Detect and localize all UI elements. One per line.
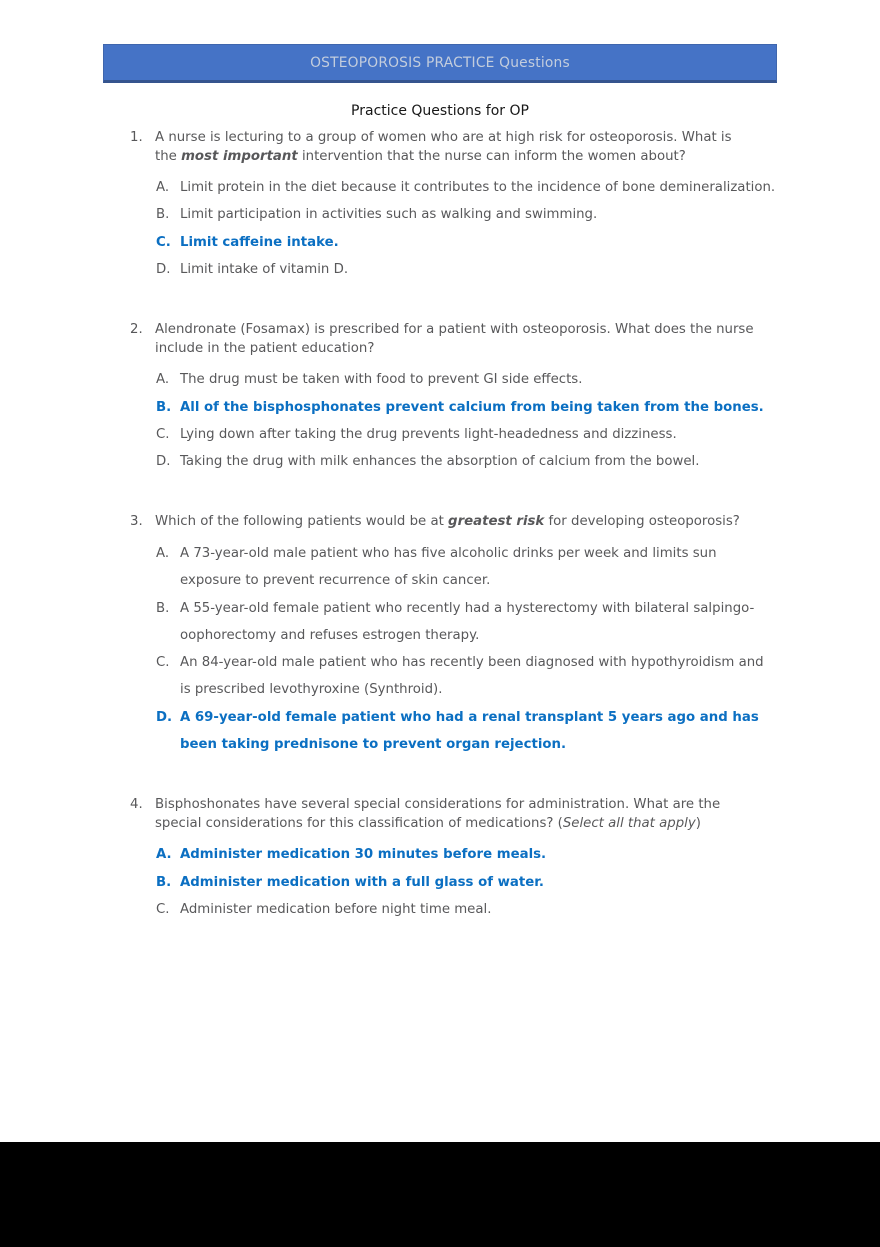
question-number: 2. <box>130 322 143 338</box>
option-item <box>156 595 778 650</box>
question-item <box>0 321 880 475</box>
option-text: The drug must be taken with food to prevent GI side effects. <box>180 372 583 388</box>
option-text: Lying down after taking the drug prevents light-headedness and dizziness. <box>180 426 677 442</box>
option-text: An 84-year-old male patient who has recently been diagnosed with hypothyroidism and is prescribed levothyroxine (Synthroid). <box>180 655 764 698</box>
option-item <box>156 649 778 704</box>
question-number: 1. <box>130 130 143 145</box>
options-list <box>0 540 880 758</box>
bottom-black-bar <box>0 1142 880 1247</box>
option-item <box>156 869 778 896</box>
option-text: Limit caffeine intake. <box>180 234 339 250</box>
question-text <box>155 129 755 166</box>
option-item <box>156 421 778 448</box>
option-text: Limit intake of vitamin D. <box>180 261 349 277</box>
option-item <box>156 540 778 595</box>
option-text: Administer medication with a full glass of water. <box>180 874 544 890</box>
page-title: Practice Questions for OP <box>351 103 529 119</box>
question-number: 4. <box>130 797 143 813</box>
option-letter: C. <box>156 426 170 442</box>
option-text: Administer medication before night time meal. <box>180 901 492 917</box>
question-item <box>0 513 880 758</box>
options-list <box>0 174 880 283</box>
option-letter: C. <box>156 901 170 917</box>
option-text: Taking the drug with milk enhances the absorption of calcium from the bowel. <box>180 454 700 470</box>
question-head <box>130 321 755 358</box>
option-letter: B. <box>156 600 170 616</box>
question-text-segment: most important <box>181 148 298 164</box>
option-item <box>156 229 778 256</box>
option-letter: D. <box>156 454 171 470</box>
option-item <box>156 448 778 475</box>
option-text: Limit participation in activities such as walking and swimming. <box>180 207 598 223</box>
question-text <box>155 321 755 358</box>
option-text: All of the bisphosphonates prevent calcium from being taken from the bones. <box>180 399 764 415</box>
option-letter: A. <box>156 847 172 863</box>
option-letter: C. <box>156 234 171 250</box>
option-letter: B. <box>156 399 172 415</box>
option-text: Limit protein in the diet because it contributes to the incidence of bone demineralization. <box>180 180 776 196</box>
question-text <box>155 513 755 532</box>
question-text-segment: Select all that apply <box>562 815 696 831</box>
question-text-segment: ) <box>695 815 701 831</box>
option-text: A 55-year-old female patient who recently had a hysterectomy with bilateral salpingo-oophorectomy and refuses estrogen therapy. <box>180 600 755 643</box>
banner-title: OSTEOPOROSIS PRACTICE Questions <box>310 54 570 71</box>
option-letter: B. <box>156 207 170 223</box>
option-text: A 69-year-old female patient who had a renal transplant 5 years ago and has been taking prednisone to prevent organ rejection. <box>180 709 759 752</box>
question-text-segment: greatest risk <box>448 514 545 530</box>
option-item <box>156 704 778 759</box>
question-item <box>0 796 880 923</box>
question-item <box>0 129 880 283</box>
questions-list <box>0 129 880 961</box>
option-item <box>156 174 778 201</box>
option-item <box>156 366 778 393</box>
question-head <box>130 796 755 833</box>
question-head <box>130 513 755 532</box>
option-letter: A. <box>156 180 170 196</box>
question-text-segment: intervention that the nurse can inform the women about? <box>297 148 686 164</box>
option-item <box>156 896 778 923</box>
option-item <box>156 256 778 283</box>
option-letter: A. <box>156 372 170 388</box>
question-text-segment: Alendronate (Fosamax) is prescribed for a patient with osteoporosis. What does the nurse include in the patient education? <box>155 322 754 356</box>
option-letter: B. <box>156 874 172 890</box>
question-text-segment: Bisphoshonates have several special considerations for administration. What are the special considerations for this classification of medications? ( <box>155 797 721 831</box>
question-head <box>130 129 755 166</box>
option-text: Administer medication 30 minutes before meals. <box>180 847 547 863</box>
option-text: A 73-year-old male patient who has five alcoholic drinks per week and limits sun exposure to prevent recurrence of skin cancer. <box>180 546 717 589</box>
question-text-segment: for developing osteoporosis? <box>544 514 740 530</box>
document-header-banner <box>103 44 777 83</box>
option-letter: A. <box>156 546 170 562</box>
option-item <box>156 841 778 868</box>
question-text <box>155 796 755 833</box>
question-number: 3. <box>130 514 143 530</box>
options-list <box>0 366 880 475</box>
option-letter: D. <box>156 261 171 277</box>
option-letter: C. <box>156 655 170 671</box>
options-list <box>0 841 880 923</box>
option-item <box>156 201 778 228</box>
question-text-segment: A nurse is lecturing to a group of women who are at high risk for osteoporosis. What is the <box>155 130 732 164</box>
question-text-segment: Which of the following patients would be at <box>155 514 449 530</box>
option-item <box>156 394 778 421</box>
option-letter: D. <box>156 709 173 725</box>
